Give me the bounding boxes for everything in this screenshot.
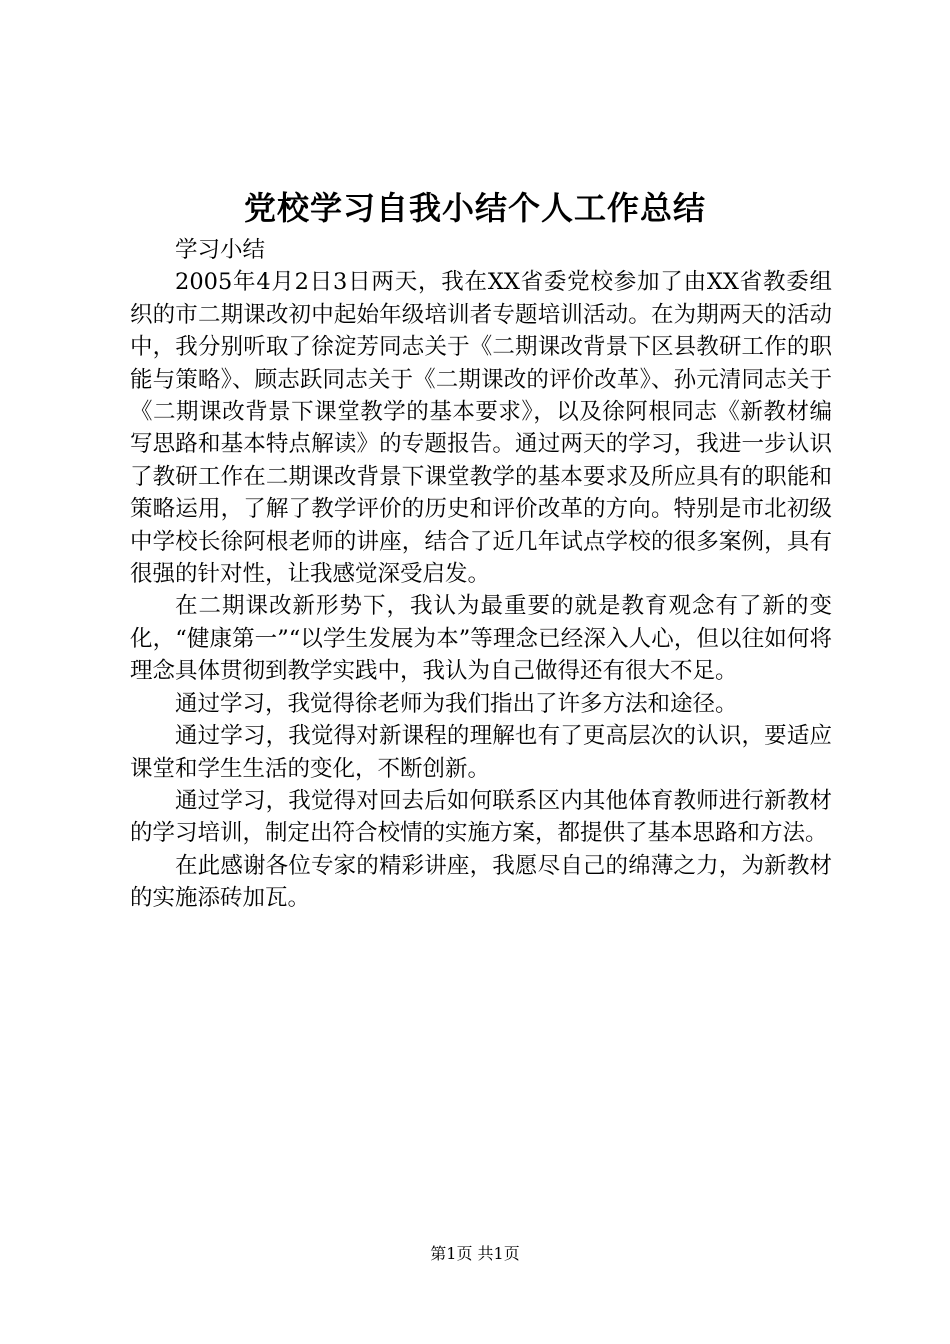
- paragraph: 通过学习，我觉得对回去后如何联系区内其他体育教师进行新教材的学习培训，制定出符合校情的实施方案，都提供了基本思路和方法。: [130, 787, 832, 847]
- paragraph: 在二期课改新形势下，我认为最重要的就是教育观念有了新的变化，“健康第一”“以学生发展为本”等理念已经深入人心，但以往如何将理念具体贯彻到教学实践中，我认为自己做得还有很大不足。: [130, 593, 832, 685]
- paragraph: 通过学习，我觉得徐老师为我们指出了许多方法和途径。: [175, 690, 738, 717]
- document-title: 党校学习自我小结个人工作总结: [243, 189, 706, 227]
- page-number-footer: 第1页 共1页: [430, 1244, 520, 1263]
- document-body: [130, 234, 832, 915]
- paragraph: 2005年4月2日3日两天，我在XX省委党校参加了由XX省教委组织的市二期课改初中起始年级培训者专题培训活动。在为期两天的活动中，我分别听取了徐淀芳同志关于《二期课改背景下区县教研工作的职能与策略》、顾志跃同志关于《二期课改的评价改革》、孙元清同志关于《二期课改背景下课堂教学的基本要求》，以及徐阿根同志《新教材编写思路和基本特点解读》的专题报告。通过两天的学习，我进一步认识了教研工作在二期课改背景下课堂教学的基本要求及所应具有的职能和策略运用，了解了教学评价的历史和评价改革的方向。特别是市北初级中学校长徐阿根老师的讲座，结合了近几年试点学校的很多案例，具有很强的针对性，让我感觉深受启发。: [130, 269, 832, 588]
- paragraph-heading: 学习小结: [175, 237, 266, 263]
- paragraph: 在此感谢各位专家的精彩讲座，我愿尽自己的绵薄之力，为新教材的实施添砖加瓦。: [130, 852, 832, 912]
- paragraph: 通过学习，我觉得对新课程的理解也有了更高层次的认识，要适应课堂和学生生活的变化，不断创新。: [130, 723, 832, 782]
